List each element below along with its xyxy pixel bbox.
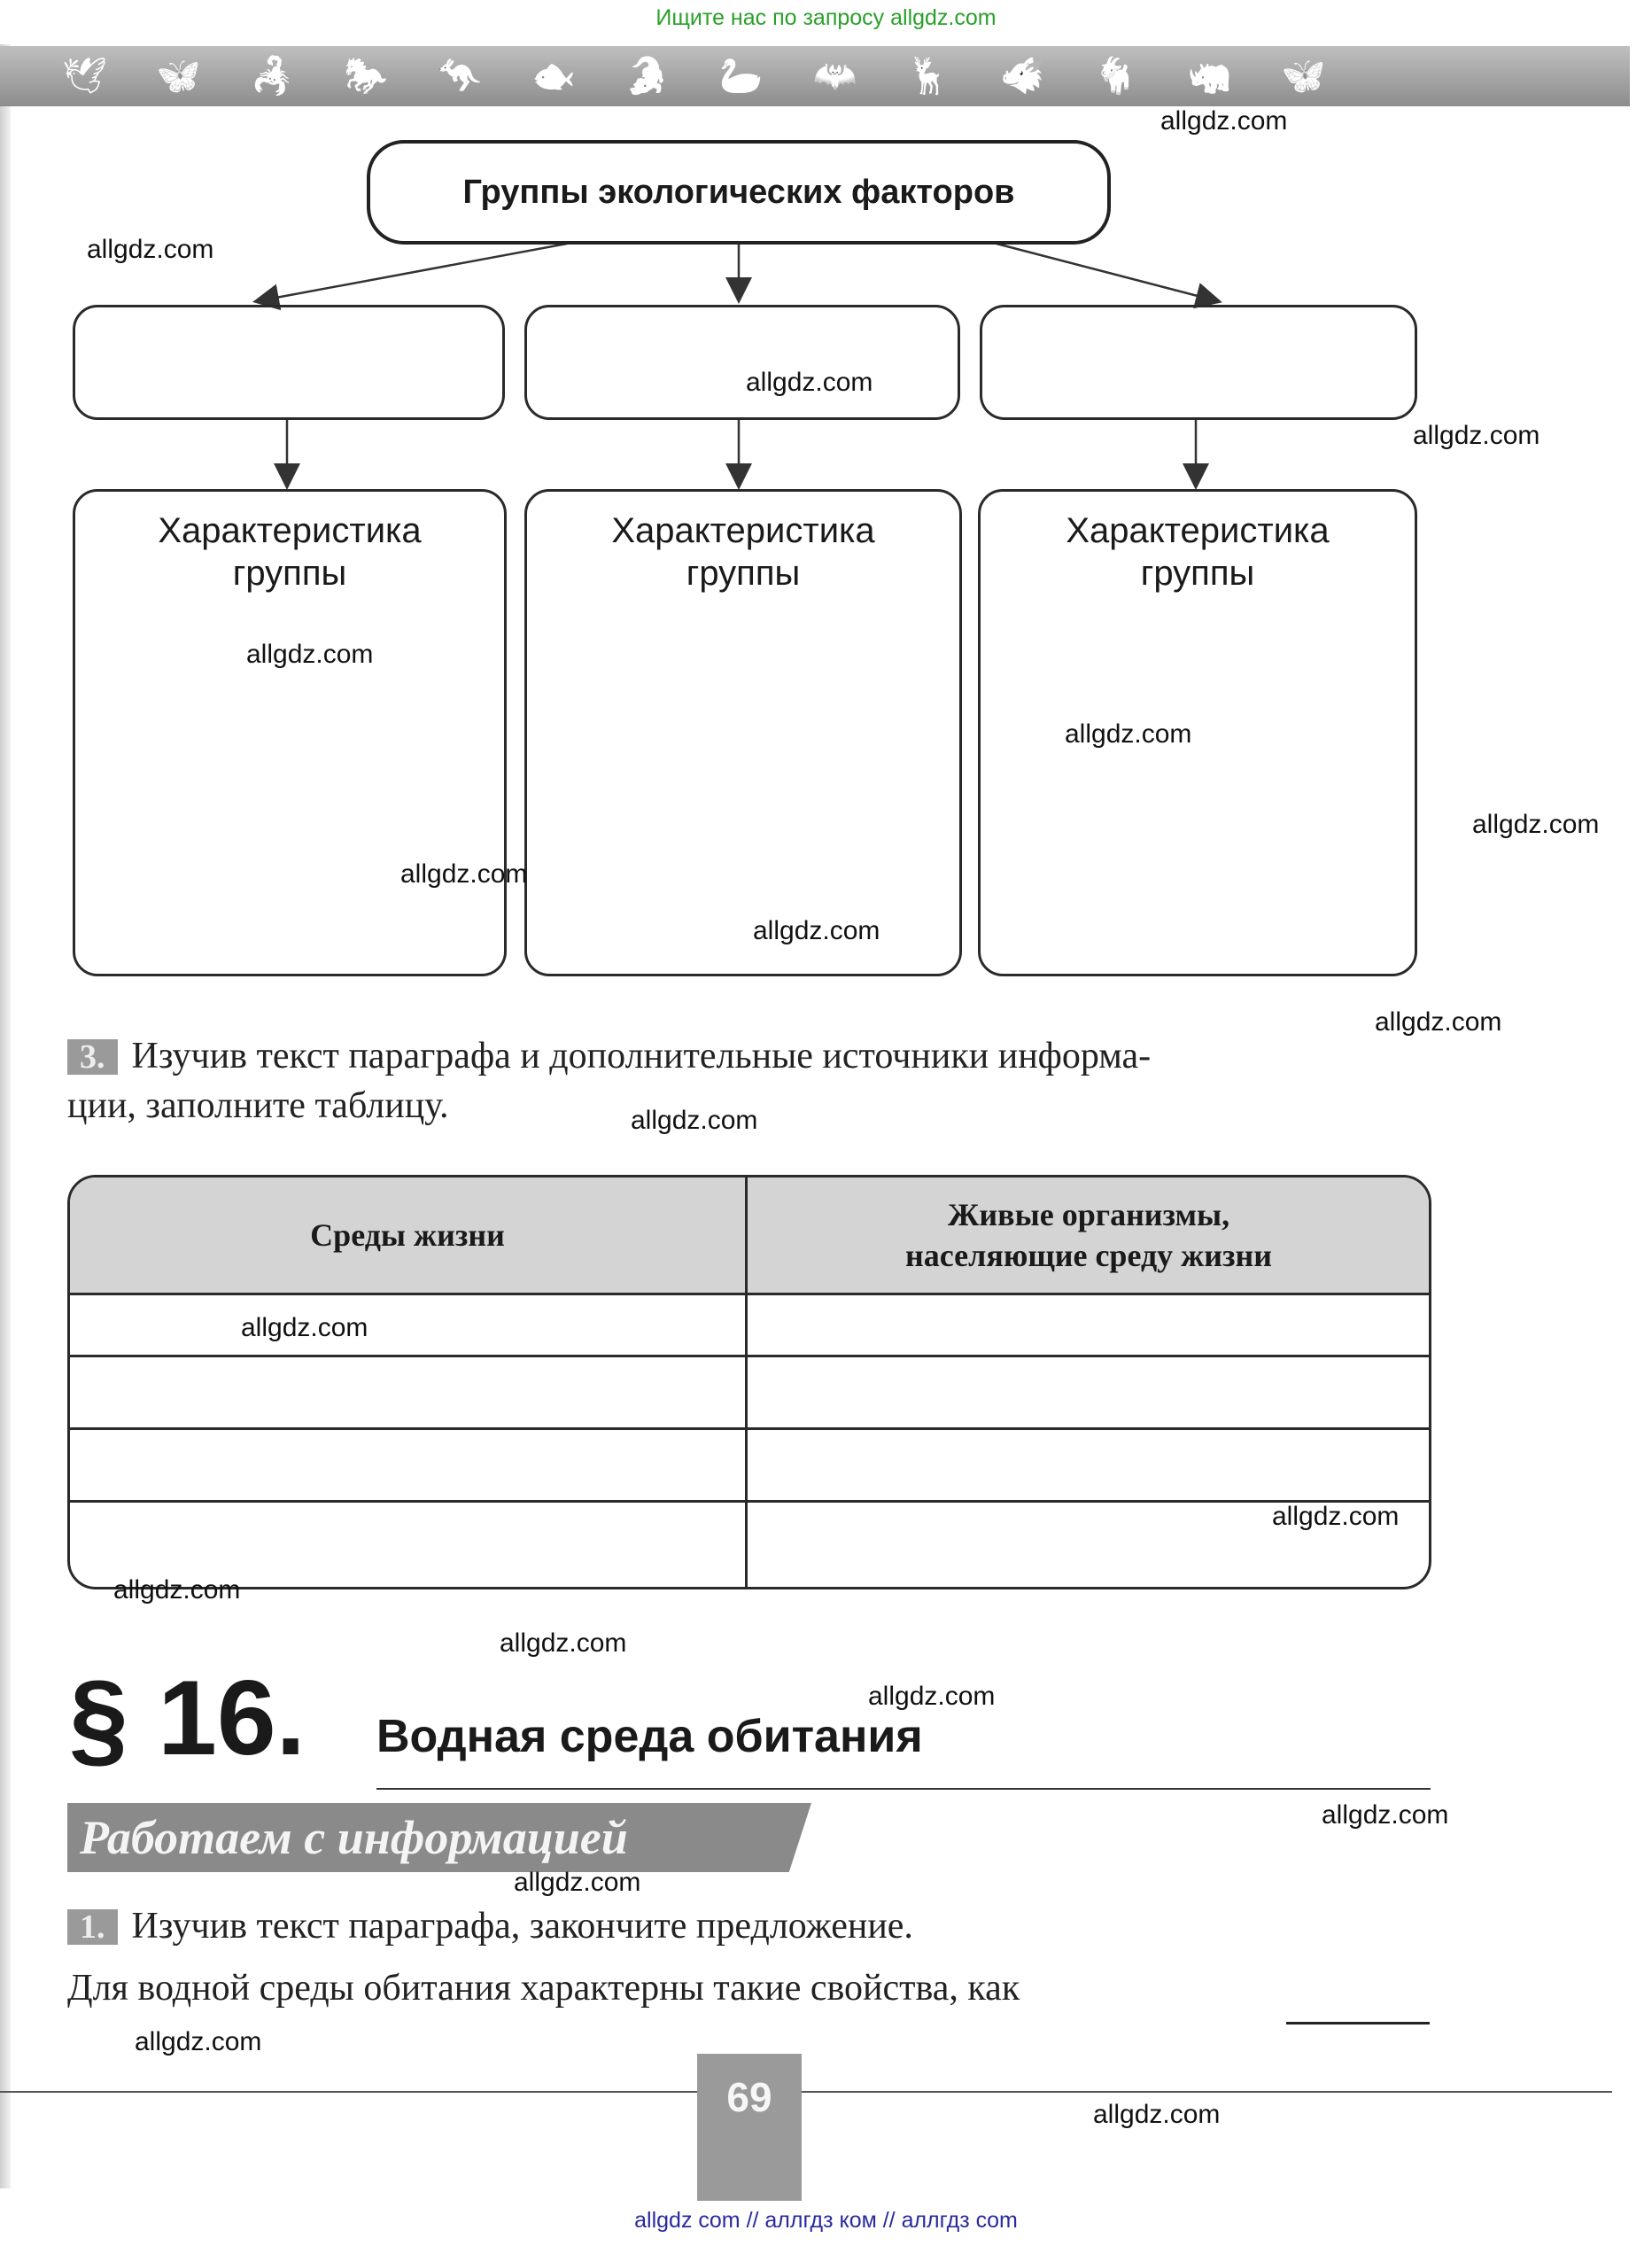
group-box-2[interactable] <box>524 305 960 420</box>
answer-line[interactable] <box>1286 2022 1430 2025</box>
watermark: allgdz.com <box>1065 719 1192 749</box>
diagram-title: Группы экологических факторов <box>367 140 1111 245</box>
watermark: allgdz.com <box>87 235 214 264</box>
group-box-1[interactable] <box>73 305 505 420</box>
task-3-text-line1: Изучив текст параграфа и дополнительные источники информа- <box>131 1036 1152 1076</box>
watermark: allgdz.com <box>1093 2100 1221 2129</box>
table-cell[interactable] <box>70 1295 745 1355</box>
column-header-habitats: Среды жизни <box>310 1217 505 1253</box>
table-header <box>70 1177 1429 1295</box>
butterfly-icon: 🦋 <box>156 56 201 97</box>
task-1-text: Изучив текст параграфа, закончите предложение. <box>131 1906 913 1947</box>
task-1 <box>67 1901 1449 2013</box>
characteristic-box-2[interactable] <box>524 489 962 976</box>
task-3-text-line2: ции, заполните таблицу. <box>67 1085 449 1126</box>
characteristic-box-1[interactable] <box>73 489 507 976</box>
watermark: allgdz.com <box>1272 1502 1400 1531</box>
watermark: allgdz.com <box>1413 421 1540 450</box>
watermark: allgdz.com <box>1472 810 1600 839</box>
group-box-3[interactable] <box>980 305 1417 420</box>
watermark: allgdz.com <box>246 640 374 669</box>
bat-icon: 🦇 <box>812 56 857 97</box>
footer-links[interactable]: allgdz com // аллгдз ком // аллгдз com <box>634 2208 1018 2233</box>
horse-icon: 🐎 <box>344 56 389 97</box>
task-1-sentence: Для водной среды обитания характерны такие свойства, как <box>67 1968 1020 2009</box>
task-number: 1. <box>67 1909 118 1945</box>
page-number: 69 <box>726 2074 772 2120</box>
scorpion-icon: 🦂 <box>250 56 295 97</box>
characteristic-box-3[interactable] <box>978 489 1417 976</box>
watermark: allgdz.com <box>868 1682 996 1711</box>
watermark: allgdz.com <box>746 368 873 397</box>
deer-icon: 🦌 <box>906 56 951 97</box>
search-hint-link[interactable]: Ищите нас по запросу allgdz.com <box>655 5 997 30</box>
row-divider <box>70 1500 1429 1503</box>
watermark: allgdz.com <box>400 859 528 889</box>
arrow-left <box>257 244 567 301</box>
watermark: allgdz.com <box>500 1628 627 1658</box>
watermark: allgdz.com <box>241 1313 368 1342</box>
crocodile-icon: 🐊 <box>624 56 670 97</box>
watermark: allgdz.com <box>135 2027 262 2056</box>
column-divider <box>745 1177 748 1587</box>
characteristic-label: Характеристика группы <box>1066 511 1330 593</box>
heron-icon: 🦢 <box>718 56 764 97</box>
task-number: 3. <box>67 1039 118 1075</box>
habitat-table <box>67 1175 1431 1589</box>
paragraph-number: § 16. <box>69 1659 306 1777</box>
characteristic-label: Характеристика группы <box>158 511 422 593</box>
antelope-icon: 🐐 <box>1093 56 1138 97</box>
paragraph-title: Водная среда обитания <box>376 1711 923 1762</box>
watermark: allgdz.com <box>1375 1007 1502 1037</box>
bird-icon: 🕊 <box>62 56 107 97</box>
section-title: Работаем с информацией <box>80 1811 628 1864</box>
row-divider <box>70 1355 1429 1357</box>
watermark: allgdz.com <box>631 1106 758 1135</box>
watermark: allgdz.com <box>514 1868 641 1897</box>
arrow-right <box>997 244 1218 301</box>
kangaroo-icon: 🦘 <box>438 56 483 97</box>
footer-rule <box>0 2091 1612 2093</box>
column-header-organisms: Живые организмы, населяющие среду жизни <box>905 1197 1272 1273</box>
row-divider <box>70 1427 1429 1430</box>
watermark: allgdz.com <box>1322 1800 1449 1830</box>
characteristic-label: Характеристика группы <box>611 511 875 593</box>
watermark: allgdz.com <box>753 916 880 945</box>
fish-icon: 🐟 <box>531 56 576 97</box>
watermark: allgdz.com <box>113 1575 241 1605</box>
boar-icon: 🐗 <box>1000 56 1044 97</box>
rhino-icon: 🦏 <box>1187 56 1232 97</box>
task-3 <box>67 1031 1449 1131</box>
table-cell[interactable] <box>748 1295 1430 1355</box>
heading-rule <box>376 1788 1431 1790</box>
watermark: allgdz.com <box>1160 106 1288 136</box>
butterfly-icon: 🦋 <box>1281 56 1326 97</box>
